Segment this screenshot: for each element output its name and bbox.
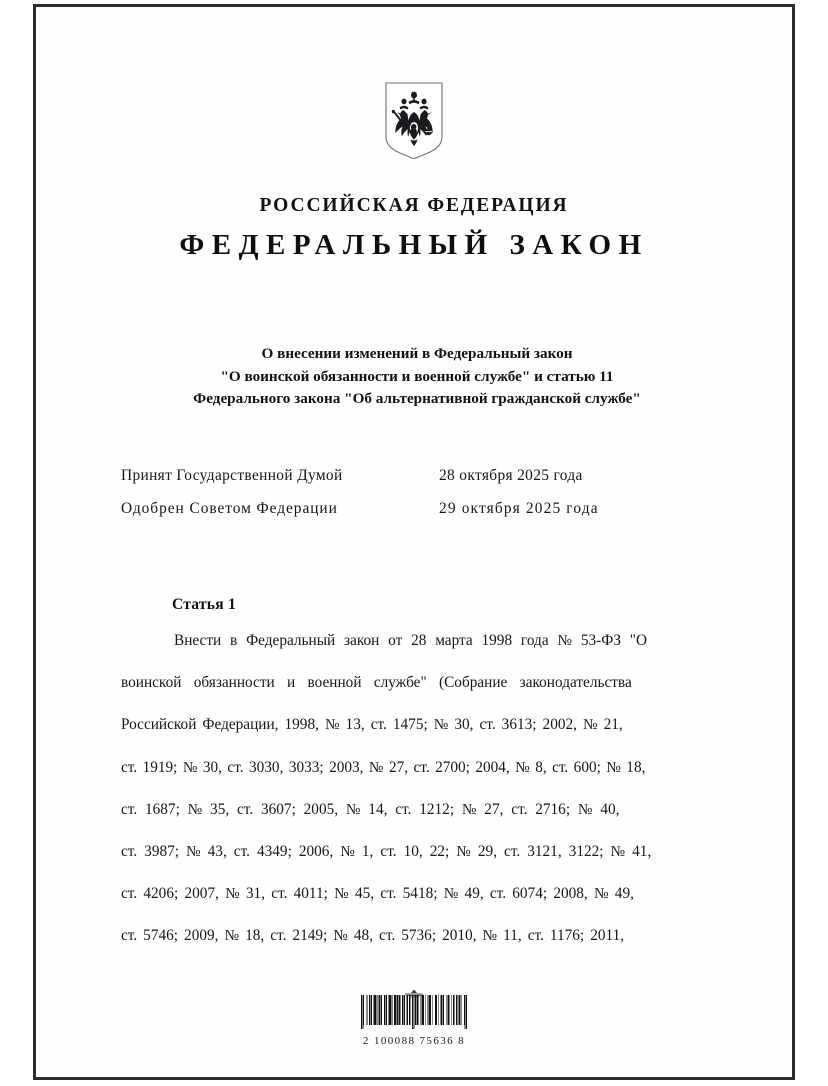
adoption-label-council: Одобрен Советом Федерации: [121, 500, 338, 517]
barcode-block: [36, 985, 792, 1047]
body-line: [121, 674, 716, 716]
emblem-container: [36, 81, 792, 159]
article-body: [121, 632, 716, 970]
body-line: [121, 759, 716, 801]
body-line: [121, 801, 716, 843]
body-line-text: ст. 3987; № 43, ст. 4349; 2006, № 1, ст. 10, 22; № 29, ст. 3121, 3122; № 41,: [121, 842, 652, 860]
body-line: [121, 843, 716, 885]
article-heading: Статья 1: [172, 596, 236, 613]
body-line-text: ст. 5746; 2009, № 18, ст. 2149; № 48, ст. 5736; 2010, № 11, ст. 1176; 2011,: [121, 927, 625, 945]
adoption-label-duma: Принят Государственной Думой: [121, 467, 343, 484]
document-title-line-3: Федерального закона "Об альтернативной гражданской службе": [193, 390, 641, 407]
body-line-text: Внести в Федеральный закон от 28 марта 1998 года № 53-ФЗ "О: [174, 632, 648, 649]
body-line-text: воинской обязанности и военной службе" (Собрание законодательства: [121, 674, 632, 692]
document-title-line-1: О внесении изменений в Федеральный закон: [261, 345, 573, 362]
adoption-date-duma: 28 октября 2025 года: [439, 467, 583, 484]
adoption-row-duma: [121, 467, 721, 500]
barcode-number: 2 100088 75636 8: [362, 1035, 466, 1047]
coat-of-arms-icon: [383, 81, 445, 159]
adoption-date-council: 29 октября 2025 года: [439, 500, 599, 517]
document-page-frame: [33, 4, 795, 1080]
document-title: [102, 343, 732, 411]
adoption-block: [121, 467, 721, 533]
body-line-text: Российской Федерации, 1998, № 13, ст. 1475; № 30, ст. 3613; 2002, № 21,: [121, 716, 623, 734]
body-line: [121, 885, 716, 927]
body-line: [121, 927, 716, 969]
country-heading: РОССИЙСКАЯ ФЕДЕРАЦИЯ: [259, 195, 569, 216]
body-line-text: ст. 1687; № 35, ст. 3607; 2005, № 14, ст. 1212; № 27, ст. 2716; № 40,: [121, 800, 620, 818]
document-page: [36, 7, 792, 1077]
body-line: [121, 632, 716, 674]
body-line: [121, 716, 716, 758]
body-line-text: ст. 4206; 2007, № 31, ст. 4011; № 45, ст. 5418; № 49, ст. 6074; 2008, № 49,: [121, 885, 634, 903]
federal-law-heading: ФЕДЕРАЛЬНЫЙ ЗАКОН: [179, 229, 649, 261]
barcode-image: [361, 995, 467, 1034]
document-title-line-2: "О воинской обязанности и военной службе" и статью 11: [220, 367, 614, 385]
adoption-row-council: [121, 500, 721, 533]
barcode-mark-icon: [403, 985, 425, 994]
body-line-text: ст. 1919; № 30, ст. 3030, 3033; 2003, № 27, ст. 2700; 2004, № 8, ст. 600; № 18,: [121, 758, 646, 776]
